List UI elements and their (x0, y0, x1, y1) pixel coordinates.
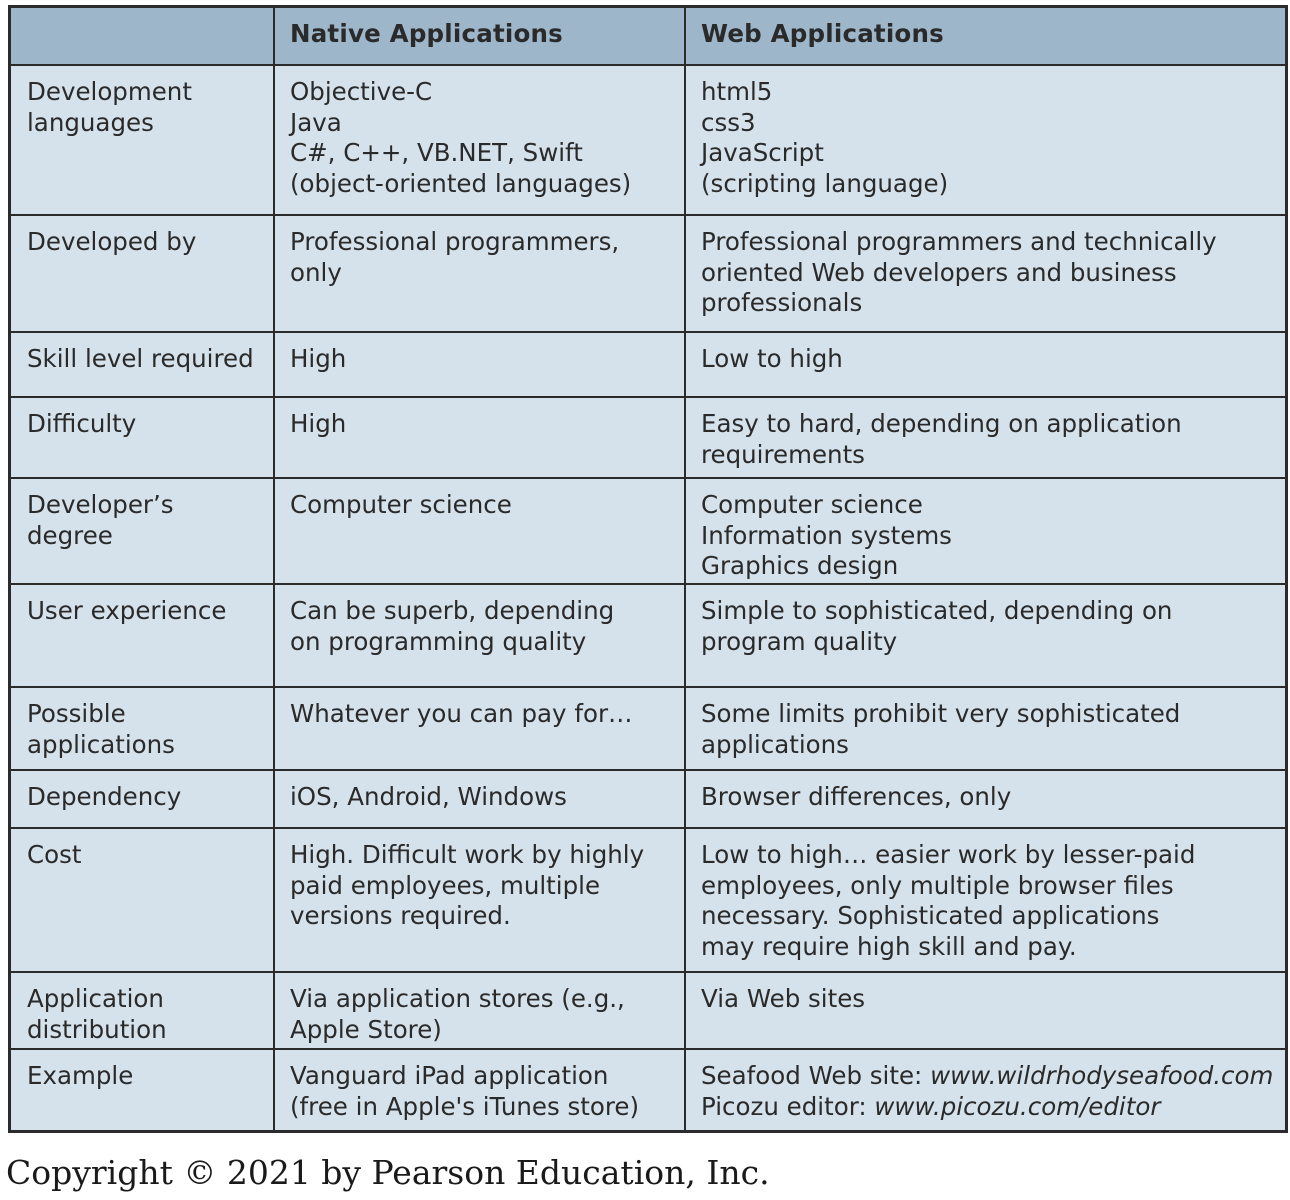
native-cell (274, 332, 685, 397)
row-label-line: Developer’s (27, 490, 174, 519)
native-cell (274, 770, 685, 828)
row-label-line: Dependency (27, 782, 182, 811)
web-cell-line: Easy to hard, depending on application (701, 409, 1182, 438)
native-cell-line: Professional programmers, (290, 227, 620, 256)
native-cell-line: Java (290, 107, 342, 137)
web-cell (685, 215, 1285, 332)
web-cell (685, 478, 1285, 584)
web-cell (685, 397, 1285, 478)
native-cell-line: C#, C++, VB.NET, Swift (290, 138, 583, 167)
web-cell-line: applications (701, 729, 849, 759)
web-cell (685, 972, 1285, 1049)
row-label-line: distribution (27, 1014, 167, 1044)
native-cell (274, 65, 685, 215)
web-cell-line: requirements (701, 439, 865, 469)
native-cell-line: (free in Apple's iTunes store) (290, 1091, 640, 1121)
row-label (11, 972, 274, 1049)
native-cell-line: High (290, 344, 347, 373)
native-cell-line: High. Difficult work by highly (290, 840, 645, 869)
row-label-line: Cost (27, 840, 82, 869)
web-cell-line: may require high skill and pay. (701, 931, 1077, 961)
row-label (11, 397, 274, 478)
web-cell-line: JavaScript (701, 138, 824, 167)
native-cell-line: on programming quality (290, 626, 587, 656)
table-row (11, 687, 1285, 770)
row-label (11, 65, 274, 215)
row-label (11, 478, 274, 584)
native-cell-line: Apple Store) (290, 1014, 442, 1044)
native-cell (274, 397, 685, 478)
row-label-line: Difficulty (27, 409, 137, 438)
native-cell-line: (object-oriented languages) (290, 168, 632, 198)
web-cell-line: professionals (701, 288, 863, 317)
row-label (11, 828, 274, 972)
comparison-table (11, 8, 1285, 1133)
table-row (11, 215, 1285, 332)
row-label-line: Application (27, 984, 164, 1013)
table-header-row (11, 8, 1285, 65)
native-cell (274, 972, 685, 1049)
web-cell-line: css3 (701, 107, 756, 137)
web-cell-line: (scripting language) (701, 168, 949, 198)
native-cell (274, 215, 685, 332)
web-cell-line: html5 (701, 77, 773, 106)
web-cell-line: Graphics design (701, 551, 899, 580)
web-cell-line: necessary. Sophisticated applications (701, 901, 1160, 930)
row-label-line: languages (27, 107, 154, 137)
row-label (11, 687, 274, 770)
example-url: www.picozu.com/editor (874, 1091, 1161, 1121)
native-cell (274, 687, 685, 770)
table-row (11, 828, 1285, 972)
row-label-line: User experience (27, 596, 227, 625)
web-cell (685, 1049, 1285, 1133)
row-label-line: Skill level required (27, 344, 254, 373)
row-label-line: Development (27, 77, 192, 106)
table-row (11, 397, 1285, 478)
row-label (11, 215, 274, 332)
native-cell-line: versions required. (290, 901, 511, 930)
web-cell (685, 332, 1285, 397)
row-label (11, 1049, 274, 1133)
web-cell-line: Information systems (701, 520, 952, 550)
web-cell (685, 65, 1285, 215)
native-cell-line: only (290, 257, 342, 287)
native-cell-line: High (290, 409, 347, 438)
native-cell-line: Whatever you can pay for… (290, 699, 633, 728)
native-cell-line: paid employees, multiple (290, 870, 601, 900)
native-cell-line: Vanguard iPad application (290, 1061, 609, 1090)
web-cell-line: oriented Web developers and business (701, 257, 1177, 287)
web-cell (685, 770, 1285, 828)
native-cell (274, 478, 685, 584)
native-cell (274, 828, 685, 972)
web-cell-line: Browser differences, only (701, 782, 1012, 811)
row-label (11, 332, 274, 397)
row-label (11, 770, 274, 828)
web-example-line (701, 1061, 1285, 1092)
web-cell-line: Computer science (701, 490, 923, 519)
row-label-line: Developed by (27, 227, 197, 256)
native-cell (274, 584, 685, 687)
header-native-applications: Native Applications (274, 8, 685, 65)
row-label-line: Example (27, 1061, 134, 1090)
web-cell-line: Some limits prohibit very sophisticated (701, 699, 1181, 728)
row-label (11, 584, 274, 687)
example-prefix: Seafood Web site: (701, 1061, 931, 1090)
web-cell-line: Professional programmers and technically (701, 227, 1217, 256)
web-cell-line: Via Web sites (701, 984, 866, 1013)
native-cell-line: Via application stores (e.g., (290, 984, 625, 1013)
native-cell-line: Can be superb, depending (290, 596, 615, 625)
native-cell-line: Objective-C (290, 77, 433, 106)
copyright-notice: Copyright © 2021 by Pearson Education, Inc. (6, 1153, 770, 1192)
header-empty-cell (11, 8, 274, 65)
table-row (11, 770, 1285, 828)
row-label-line: applications (27, 729, 175, 759)
row-label-line: Possible (27, 699, 126, 728)
web-cell-line: program quality (701, 626, 898, 656)
web-cell (685, 828, 1285, 972)
web-cell-line: employees, only multiple browser files (701, 870, 1174, 900)
native-cell (274, 1049, 685, 1133)
table-row (11, 584, 1285, 687)
web-example-line (701, 1092, 1285, 1123)
row-label-line: degree (27, 520, 113, 550)
web-cell (685, 584, 1285, 687)
comparison-table-frame (8, 5, 1288, 1133)
table-row (11, 332, 1285, 397)
web-cell (685, 687, 1285, 770)
header-web-applications: Web Applications (685, 8, 1285, 65)
native-cell-line: iOS, Android, Windows (290, 782, 567, 811)
table-row (11, 478, 1285, 584)
native-cell-line: Computer science (290, 490, 512, 519)
example-prefix: Picozu editor: (701, 1091, 875, 1121)
table-row (11, 1049, 1285, 1133)
web-cell-line: Low to high (701, 344, 843, 373)
table-row (11, 972, 1285, 1049)
example-url: www.wildrhodyseafood.com (930, 1061, 1274, 1090)
web-cell-line: Simple to sophisticated, depending on (701, 596, 1173, 625)
web-cell-line: Low to high… easier work by lesser-paid (701, 840, 1196, 869)
table-row (11, 65, 1285, 215)
